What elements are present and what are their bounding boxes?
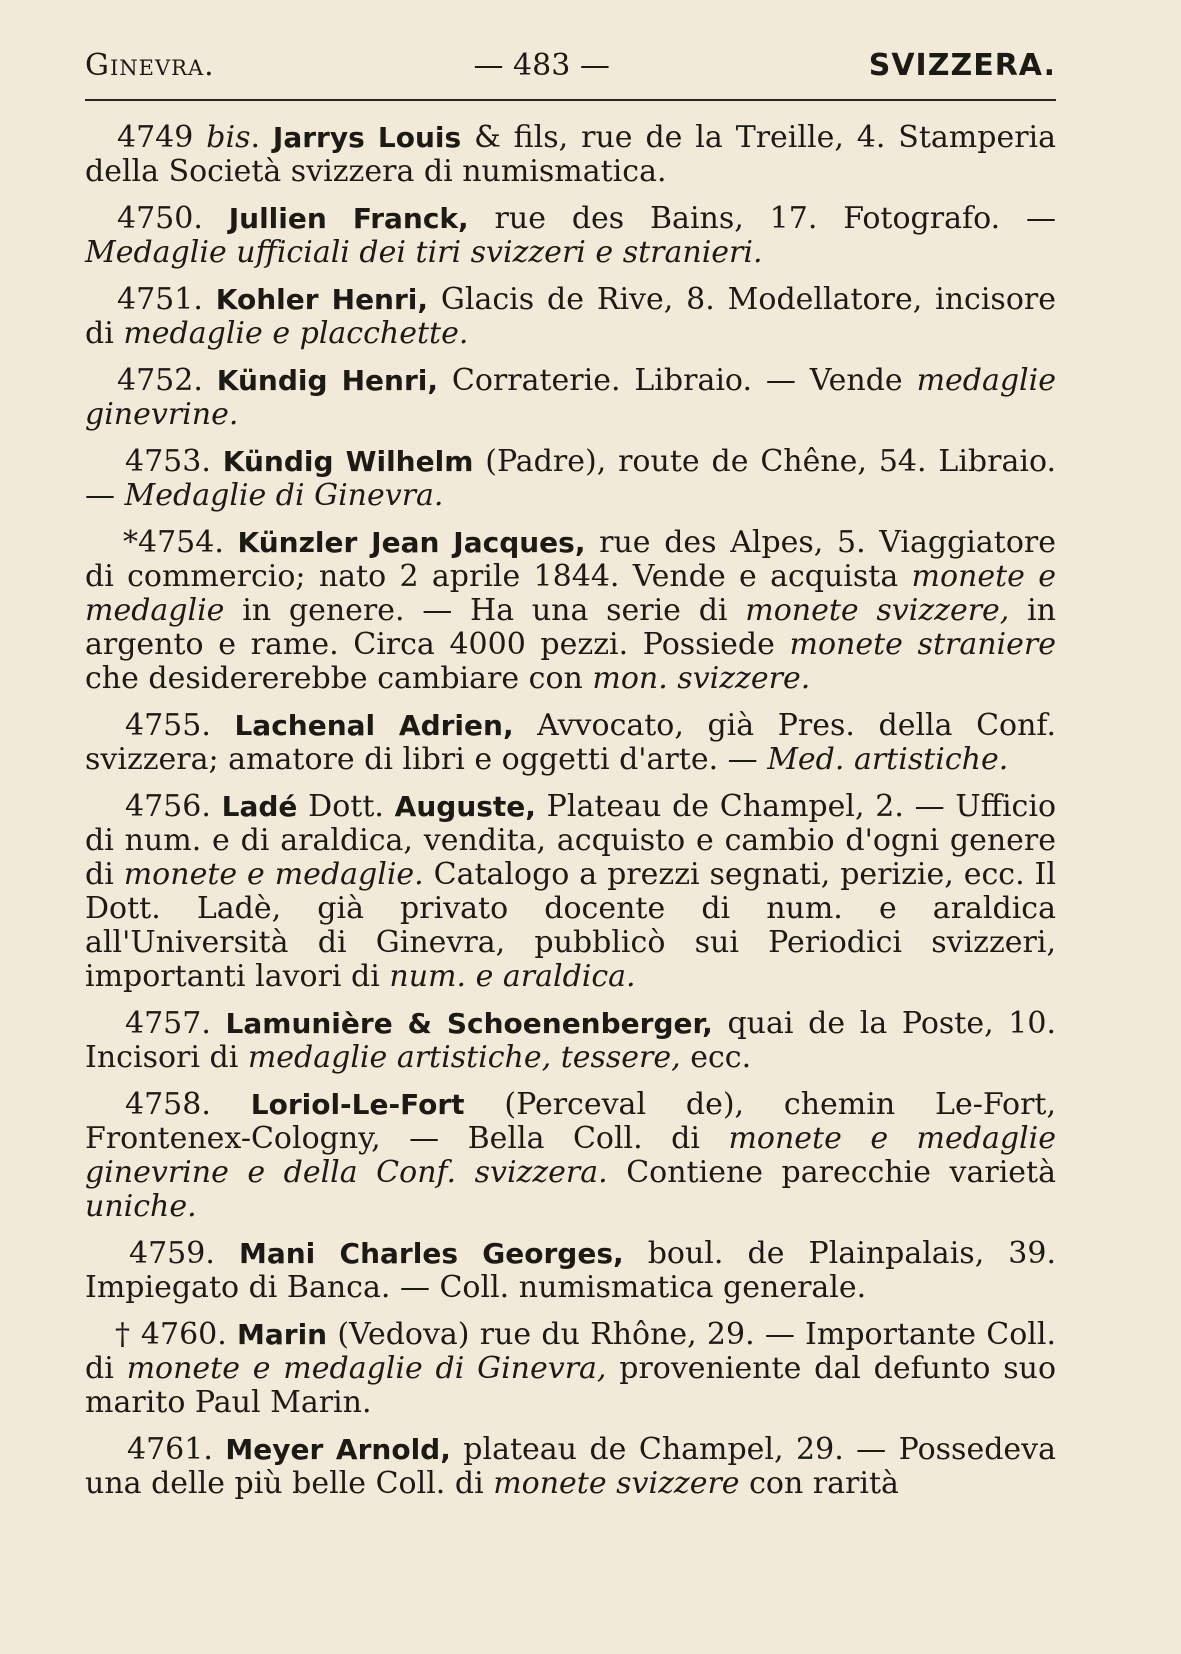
entry-name: Lachenal Adrien, [234,709,514,742]
entry-number: 4759. [129,1236,239,1271]
entry-text: proveniente dal defunto suo marito Paul Marin. [85,1351,1056,1420]
entry-text: (Vedova) rue du Rhône, 29. — Importante Coll. di [85,1317,1056,1386]
entry-number: 4757. [125,1006,226,1041]
entry-italic-text: num. e araldica. [389,959,636,994]
header-country: SVIZZERA. [868,48,1056,83]
entry-name: Loriol-Le-Fort [250,1088,465,1121]
entry-text: rue des Bains, 17. Fotografo. — [468,201,1056,236]
directory-entry [85,1318,1056,1420]
entry-text: Avvocato, già Pres. della Conf. svizzera; amatore di libri e oggetti d'arte. — [85,708,1056,777]
entry-name: Jarrys Louis [272,121,462,154]
entry-number: 4751. [117,282,216,317]
directory-entry [85,1237,1056,1305]
entry-name: Künzler Jean Jacques, [237,526,586,559]
directory-entry [85,709,1056,777]
entry-name: Jullien Franck, [228,202,469,235]
entry-italic-text: bis [206,120,251,155]
directory-entry [85,1433,1056,1501]
entry-italic-text: monete e medaglie ginevrine e della Conf. svizzera. [85,1121,1056,1190]
entry-text: rue des Alpes, 5. Viaggiatore di commercio; nato 2 aprile 1844. Vende e acquista [85,525,1056,594]
entry-italic-text: Medaglie di Ginevra. [124,478,444,513]
entry-italic-text: monete e medaglie. [123,857,424,892]
entry-italic-text: medaglie artistiche, tessere, [247,1040,681,1075]
entry-italic-text: mon. svizzere. [592,661,811,696]
page-header [85,48,1056,101]
entry-number: 4749 [117,120,207,155]
entry-italic-text: medaglie e placchette. [123,316,469,351]
entry-text: Dott. [297,789,395,824]
entry-number: 4752. [117,363,217,398]
entry-number: † 4760. [115,1317,238,1352]
directory-entry [85,121,1056,189]
entry-text: ecc. [680,1040,752,1075]
entry-text: che desidererebbe cambiare con [85,661,593,696]
entry-text: Corraterie. Libraio. — Vende [438,363,917,398]
entry-name: Kündig Wilhelm [222,445,474,478]
entry-number: 4755. [125,708,235,743]
entry-text: in genere. — Ha una serie di [224,593,746,628]
entry-list [85,121,1056,1501]
entry-italic-text: medaglie ginevrine. [85,363,1057,432]
entry-name: Mani Charles Georges, [238,1237,624,1270]
directory-entry [85,364,1056,432]
entry-italic-text: Medaglie ufficiali dei tiri svizzeri e stranieri. [85,235,763,270]
entry-name: Lamunière & Schoenenberger, [225,1007,713,1040]
entry-text: boul. de Plainpalais, 39. Impiegato di Banca. — Coll. numismatica generale. [85,1236,1057,1305]
entry-name: Meyer Arnold, [225,1433,451,1466]
entry-italic-text: monete e medaglie di Ginevra, [126,1351,607,1386]
entry-number: 4761. [127,1432,226,1467]
directory-entry [85,445,1056,513]
entry-italic-text: monete svizzere [493,1466,740,1501]
entry-number: *4754. [123,525,238,560]
entry-name: Auguste, [394,790,536,823]
entry-name: Marin [237,1318,328,1351]
directory-entry [85,790,1056,994]
entry-text: plateau de Champel, 29. — Possedeva una delle più belle Coll. di [85,1432,1057,1501]
entry-number: 4758. [125,1087,251,1122]
directory-entry [85,202,1056,270]
page-number: — 483 — [473,48,610,83]
entry-text: Catalogo a prezzi segnati, perizie, ecc. Il Dott. Ladè, già privato docente di num. e araldica all'Università di Ginevra, pubblicò sui Periodici svizzeri, importanti lavori di [85,857,1056,994]
entry-text: Plateau de Champel, 2. — Ufficio di num. e di araldica, vendita, acquisto e cambio d'ogni genere di [85,789,1057,892]
directory-entry [85,526,1056,696]
entry-italic-text: monete e medaglie [85,559,1056,628]
entry-text: con rarità [739,1466,899,1501]
entry-italic-text: monete straniere [789,627,1056,662]
entry-name: Ladé [221,790,298,823]
directory-entry [85,283,1056,351]
entry-text: (Padre), route de Chêne, 54. Libraio. — [85,444,1057,513]
entry-number: 4753. [125,444,223,479]
entry-name: Kündig Henri, [216,364,439,397]
directory-entry [85,1088,1056,1224]
entry-text: Glacis de Rive, 8. Modellatore, incisore di [85,282,1056,351]
entry-name: Kohler Henri, [215,283,429,316]
directory-entry [85,1007,1056,1075]
entry-text: Contiene parecchie varietà [607,1155,1056,1190]
entry-text: (Perceval de), chemin Le-Fort, Frontenex-Cologny, — Bella Coll. di [85,1087,1056,1156]
entry-number: 4750. [117,201,229,236]
entry-italic-text: monete svizzere, [745,593,1010,628]
entry-text: quai de la Poste, 10. Incisori di [85,1006,1056,1075]
entry-text: & fils, rue de la Treille, 4. Stamperia della Società svizzera di numismatica. [85,120,1057,189]
entry-italic-text: Med. artistiche. [767,742,1009,777]
header-city: Ginevra. [85,48,215,83]
entry-text: in argento e rame. Circa 4000 pezzi. Possiede [85,593,1056,662]
entry-italic-text: uniche. [85,1189,197,1224]
entry-text: . [250,120,273,155]
entry-number: 4756. [125,789,222,824]
